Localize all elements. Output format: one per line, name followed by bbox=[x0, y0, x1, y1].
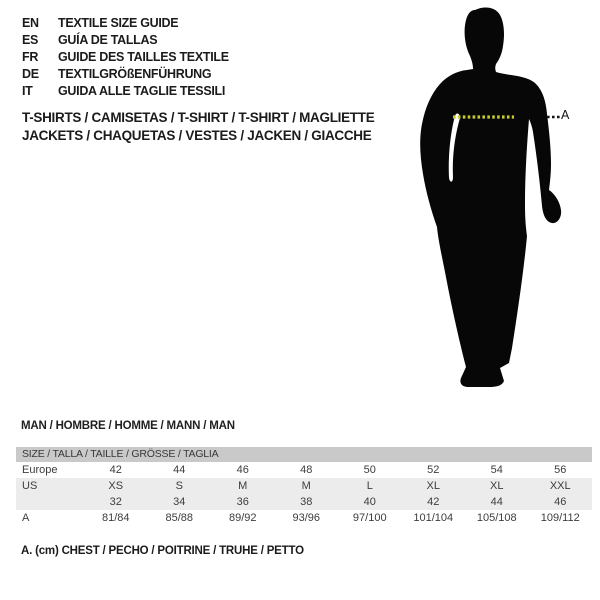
size-value-cell: 109/112 bbox=[540, 512, 580, 524]
table-row bbox=[16, 510, 592, 526]
language-code: FR bbox=[22, 50, 39, 64]
language-title: GUIDE DES TAILLES TEXTILE bbox=[58, 50, 229, 64]
row-label: Europe bbox=[22, 464, 58, 476]
size-value-cell: 54 bbox=[490, 464, 503, 476]
row-label: US bbox=[22, 480, 38, 492]
table-row bbox=[16, 494, 592, 510]
size-value-cell: 46 bbox=[236, 464, 249, 476]
size-value-cell: 40 bbox=[363, 496, 376, 508]
man-silhouette-shape bbox=[420, 7, 561, 387]
size-value-cell: 101/104 bbox=[413, 512, 454, 524]
size-value-cell: M bbox=[301, 480, 311, 492]
row-label bbox=[16, 494, 84, 510]
measurement-footnote: A. (cm) CHEST / PECHO / POITRINE / TRUHE / PETTO bbox=[21, 545, 304, 557]
size-value-cell: 52 bbox=[427, 464, 440, 476]
category-line: JACKETS / CHAQUETAS / VESTES / JACKEN / GIACCHE bbox=[22, 128, 372, 143]
man-silhouette-figure bbox=[415, 6, 570, 388]
size-table-body bbox=[16, 462, 592, 526]
size-value-cell: 56 bbox=[554, 464, 567, 476]
size-value-cell: L bbox=[366, 480, 373, 492]
language-row bbox=[22, 66, 229, 83]
language-code: EN bbox=[22, 16, 39, 30]
size-value-cell: 85/88 bbox=[165, 512, 194, 524]
size-value-cell: S bbox=[175, 480, 183, 492]
language-row bbox=[22, 49, 229, 66]
language-title: TEXTILGRÖßENFÜHRUNG bbox=[58, 67, 212, 81]
size-value-cell: 97/100 bbox=[352, 512, 387, 524]
size-value-cell: 38 bbox=[300, 496, 313, 508]
measurement-a-label: A bbox=[561, 108, 570, 122]
size-value-cell: 89/92 bbox=[228, 512, 257, 524]
language-row bbox=[22, 83, 229, 100]
table-row bbox=[16, 478, 592, 494]
size-value-cell: 46 bbox=[554, 496, 567, 508]
category-titles bbox=[22, 109, 374, 145]
size-value-cell: 32 bbox=[109, 496, 122, 508]
size-value-cell: 34 bbox=[173, 496, 186, 508]
size-value-cell: 48 bbox=[300, 464, 313, 476]
size-table-header: SIZE / TALLA / TAILLE / GRÖSSE / TAGLIA bbox=[16, 447, 592, 462]
size-value-cell: 36 bbox=[236, 496, 249, 508]
row-label: A bbox=[22, 512, 30, 524]
language-title: GUIDA ALLE TAGLIE TESSILI bbox=[58, 84, 226, 98]
size-value-cell: XXL bbox=[549, 480, 571, 492]
language-title: GUÍA DE TALLAS bbox=[58, 33, 158, 47]
size-value-cell: 50 bbox=[363, 464, 376, 476]
size-value-cell: XS bbox=[108, 480, 124, 492]
man-silhouette-graphic bbox=[415, 6, 570, 388]
language-code: ES bbox=[22, 33, 39, 47]
size-value-cell: 81/84 bbox=[101, 512, 130, 524]
size-value-cell: M bbox=[238, 480, 248, 492]
language-code: DE bbox=[22, 67, 39, 81]
size-value-cell: 93/96 bbox=[292, 512, 321, 524]
language-list bbox=[22, 15, 229, 100]
size-value-cell: 42 bbox=[427, 496, 440, 508]
size-value-cell: 44 bbox=[490, 496, 503, 508]
table-row bbox=[16, 462, 592, 478]
section-title-man: MAN / HOMBRE / HOMME / MANN / MAN bbox=[21, 420, 235, 432]
language-title: TEXTILE SIZE GUIDE bbox=[58, 16, 179, 30]
size-value-cell: 42 bbox=[109, 464, 122, 476]
language-code: IT bbox=[22, 84, 33, 98]
size-value-cell: XL bbox=[490, 480, 504, 492]
language-row bbox=[22, 15, 229, 32]
size-value-cell: 105/108 bbox=[476, 512, 517, 524]
language-row bbox=[22, 32, 229, 49]
category-line: T-SHIRTS / CAMISETAS / T-SHIRT / T-SHIRT / MAGLIETTE bbox=[22, 110, 375, 125]
size-value-cell: 44 bbox=[173, 464, 186, 476]
size-value-cell: XL bbox=[426, 480, 440, 492]
size-table bbox=[16, 447, 592, 526]
